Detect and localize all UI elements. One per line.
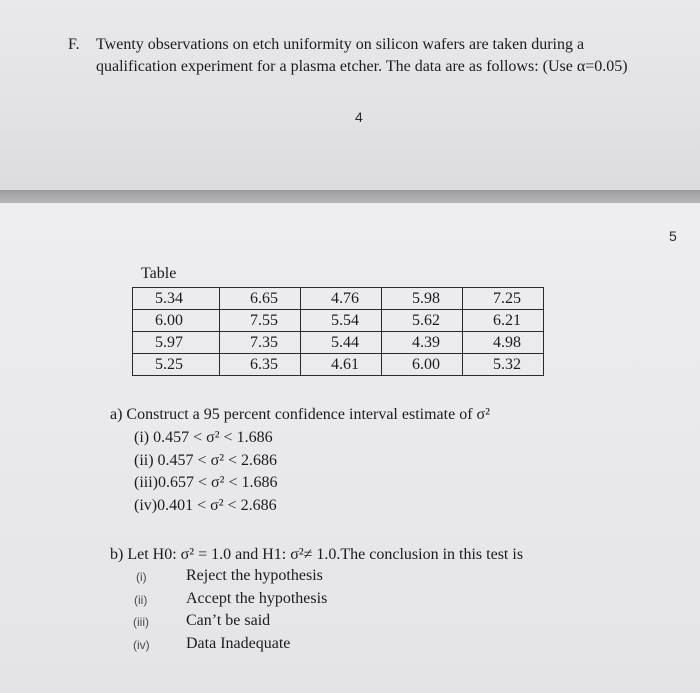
page-bottom [0, 203, 700, 693]
part-a-option: (ii) 0.457 < σ² < 2.686 [134, 452, 278, 469]
table-cell: 5.32 [463, 354, 544, 376]
part-b-option-text: Reject the hypothesis [186, 567, 323, 584]
table-cell: 7.25 [463, 288, 544, 310]
table-cell: 6.21 [463, 310, 544, 332]
page-number-bottom: 5 [669, 228, 677, 244]
table-cell: 5.62 [382, 310, 463, 332]
table-cell: 4.76 [301, 288, 382, 310]
part-b-option-text: Can’t be said [186, 612, 271, 629]
part-b-option-number: (i) [136, 570, 147, 584]
part-a-prompt: a) Construct a 95 percent confidence interval estimate of σ² [110, 406, 490, 423]
table-cell: 5.25 [133, 354, 220, 376]
part-a-option: (iii)0.657 < σ² < 1.686 [134, 474, 278, 491]
page-number-top: 4 [355, 109, 363, 125]
table-row [133, 332, 544, 354]
part-b-option-text: Accept the hypothesis [186, 590, 328, 607]
question-line-1: Twenty observations on etch uniformity on silicon wafers are taken during a [96, 36, 585, 53]
table-cell: 5.44 [301, 332, 382, 354]
part-b-option-text: Data Inadequate [186, 635, 291, 652]
part-a-option: (i) 0.457 < σ² < 1.686 [134, 429, 273, 446]
table-caption: Table [141, 265, 177, 282]
table-cell: 5.98 [382, 288, 463, 310]
table-cell: 6.00 [382, 354, 463, 376]
page-top [0, 0, 700, 190]
table-cell: 4.61 [301, 354, 382, 376]
table-cell: 5.54 [301, 310, 382, 332]
table-row [133, 288, 544, 310]
table-cell: 5.34 [133, 288, 220, 310]
table-cell: 6.65 [220, 288, 301, 310]
table-cell: 4.98 [463, 332, 544, 354]
page-divider [0, 190, 700, 203]
part-b-prompt: b) Let H0: σ² = 1.0 and H1: σ²≠ 1.0.The conclusion in this test is [110, 546, 524, 563]
table-cell: 4.39 [382, 332, 463, 354]
table-cell: 6.35 [220, 354, 301, 376]
question-line-2: qualification experiment for a plasma etcher. The data are as follows: (Use α=0.05) [96, 58, 628, 75]
part-b-option-number: (iii) [133, 615, 149, 629]
table-row [133, 310, 544, 332]
table-cell: 7.55 [220, 310, 301, 332]
table-row [133, 354, 544, 376]
part-b-option-number: (ii) [134, 593, 148, 607]
question-label: F. [68, 36, 80, 53]
data-table [132, 287, 544, 376]
table-cell: 5.97 [133, 332, 220, 354]
part-b-option-number: (iv) [133, 638, 150, 652]
table-cell: 6.00 [133, 310, 220, 332]
table-cell: 7.35 [220, 332, 301, 354]
part-a-option: (iv)0.401 < σ² < 2.686 [134, 497, 277, 514]
